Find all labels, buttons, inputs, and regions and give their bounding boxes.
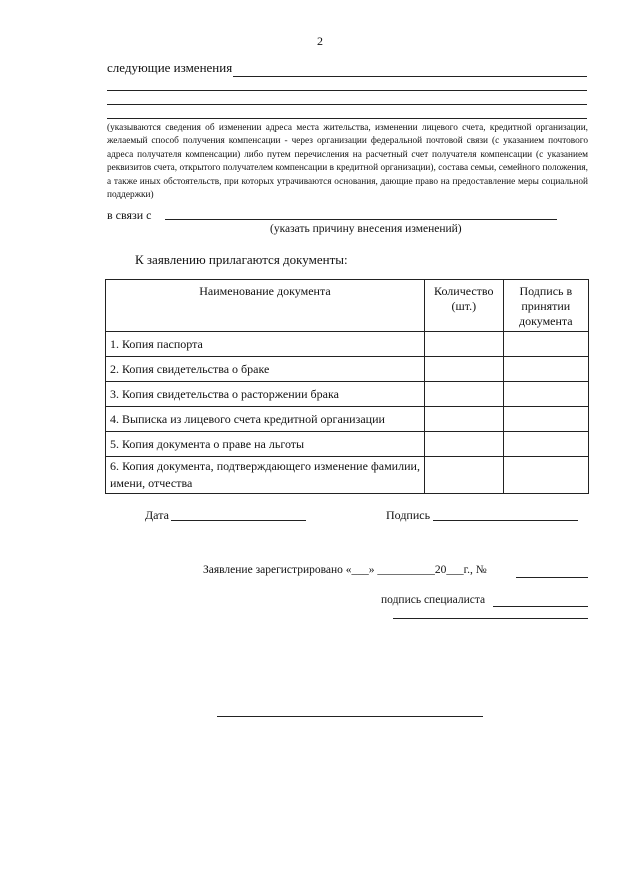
table-row: [106, 407, 589, 432]
signature-cell[interactable]: [503, 457, 588, 494]
specialist-signature-line[interactable]: [493, 606, 588, 607]
registration-number-line[interactable]: [516, 577, 588, 578]
table-row: [106, 357, 589, 382]
bottom-line: [217, 716, 483, 717]
quantity-cell[interactable]: [424, 332, 503, 357]
table-header-row: [106, 280, 589, 332]
table-row: [106, 332, 589, 357]
date-line[interactable]: [171, 520, 306, 521]
changes-note: (указываются сведения об изменении адреса места жительства, изменении лицевого счета, кредитной организации, желаемый способ получения компенсации - через организации федеральной почтовой связи (с указанием почтового адреса получателя компенсации) либо путем перечисления на расчетный счет получателя компенсации (с указанием реквизитов счета, открытого получателем компенсации в кредитной организации), состава семьи, семейного положения, а также иных обстоятельств, при которых утрачиваются основания, дающие право на предоставление меры социальной поддержки): [107, 123, 588, 201]
registered-label: Заявление зарегистрировано «___» __________20___г., №: [203, 564, 487, 576]
quantity-cell[interactable]: [424, 457, 503, 494]
signature-line[interactable]: [433, 520, 578, 521]
page-number: 2: [317, 34, 323, 48]
specialist-name-line[interactable]: [393, 618, 588, 619]
header-document-name: Наименование документа: [106, 280, 425, 332]
specialist-signature-label: подпись специалиста: [381, 594, 486, 606]
table-row: [106, 457, 589, 494]
reason-line: [165, 219, 557, 220]
changes-line-3: [107, 104, 587, 105]
document-name: 3. Копия свидетельства о расторжении брака: [106, 382, 425, 407]
quantity-cell[interactable]: [424, 432, 503, 457]
reason-label: в связи с: [107, 208, 152, 222]
document-name: 2. Копия свидетельства о браке: [106, 357, 425, 382]
table-row: [106, 432, 589, 457]
quantity-cell[interactable]: [424, 382, 503, 407]
changes-label: следующие изменения: [107, 60, 233, 75]
signature-label: Подпись: [386, 508, 431, 522]
signature-cell[interactable]: [503, 332, 588, 357]
signature-cell[interactable]: [503, 407, 588, 432]
reason-hint: (указать причину внесения изменений): [270, 223, 462, 235]
document-name: 1. Копия паспорта: [106, 332, 425, 357]
document-name: 6. Копия документа, подтверждающего изменение фамилии, имени, отчества: [106, 457, 425, 494]
signature-cell[interactable]: [503, 382, 588, 407]
documents-table: [105, 279, 589, 494]
signature-cell[interactable]: [503, 432, 588, 457]
document-name: 4. Выписка из лицевого счета кредитной организации: [106, 407, 425, 432]
signature-cell[interactable]: [503, 357, 588, 382]
date-label: Дата: [145, 508, 169, 522]
quantity-cell[interactable]: [424, 357, 503, 382]
document-name: 5. Копия документа о праве на льготы: [106, 432, 425, 457]
changes-line-1: [233, 76, 587, 77]
table-row: [106, 382, 589, 407]
attach-heading: К заявлению прилагаются документы:: [135, 252, 348, 267]
header-signature: Подпись в принятии документа: [503, 280, 588, 332]
quantity-cell[interactable]: [424, 407, 503, 432]
changes-line-4: [107, 118, 587, 119]
changes-line-2: [107, 90, 587, 91]
header-quantity: Количество (шт.): [424, 280, 503, 332]
